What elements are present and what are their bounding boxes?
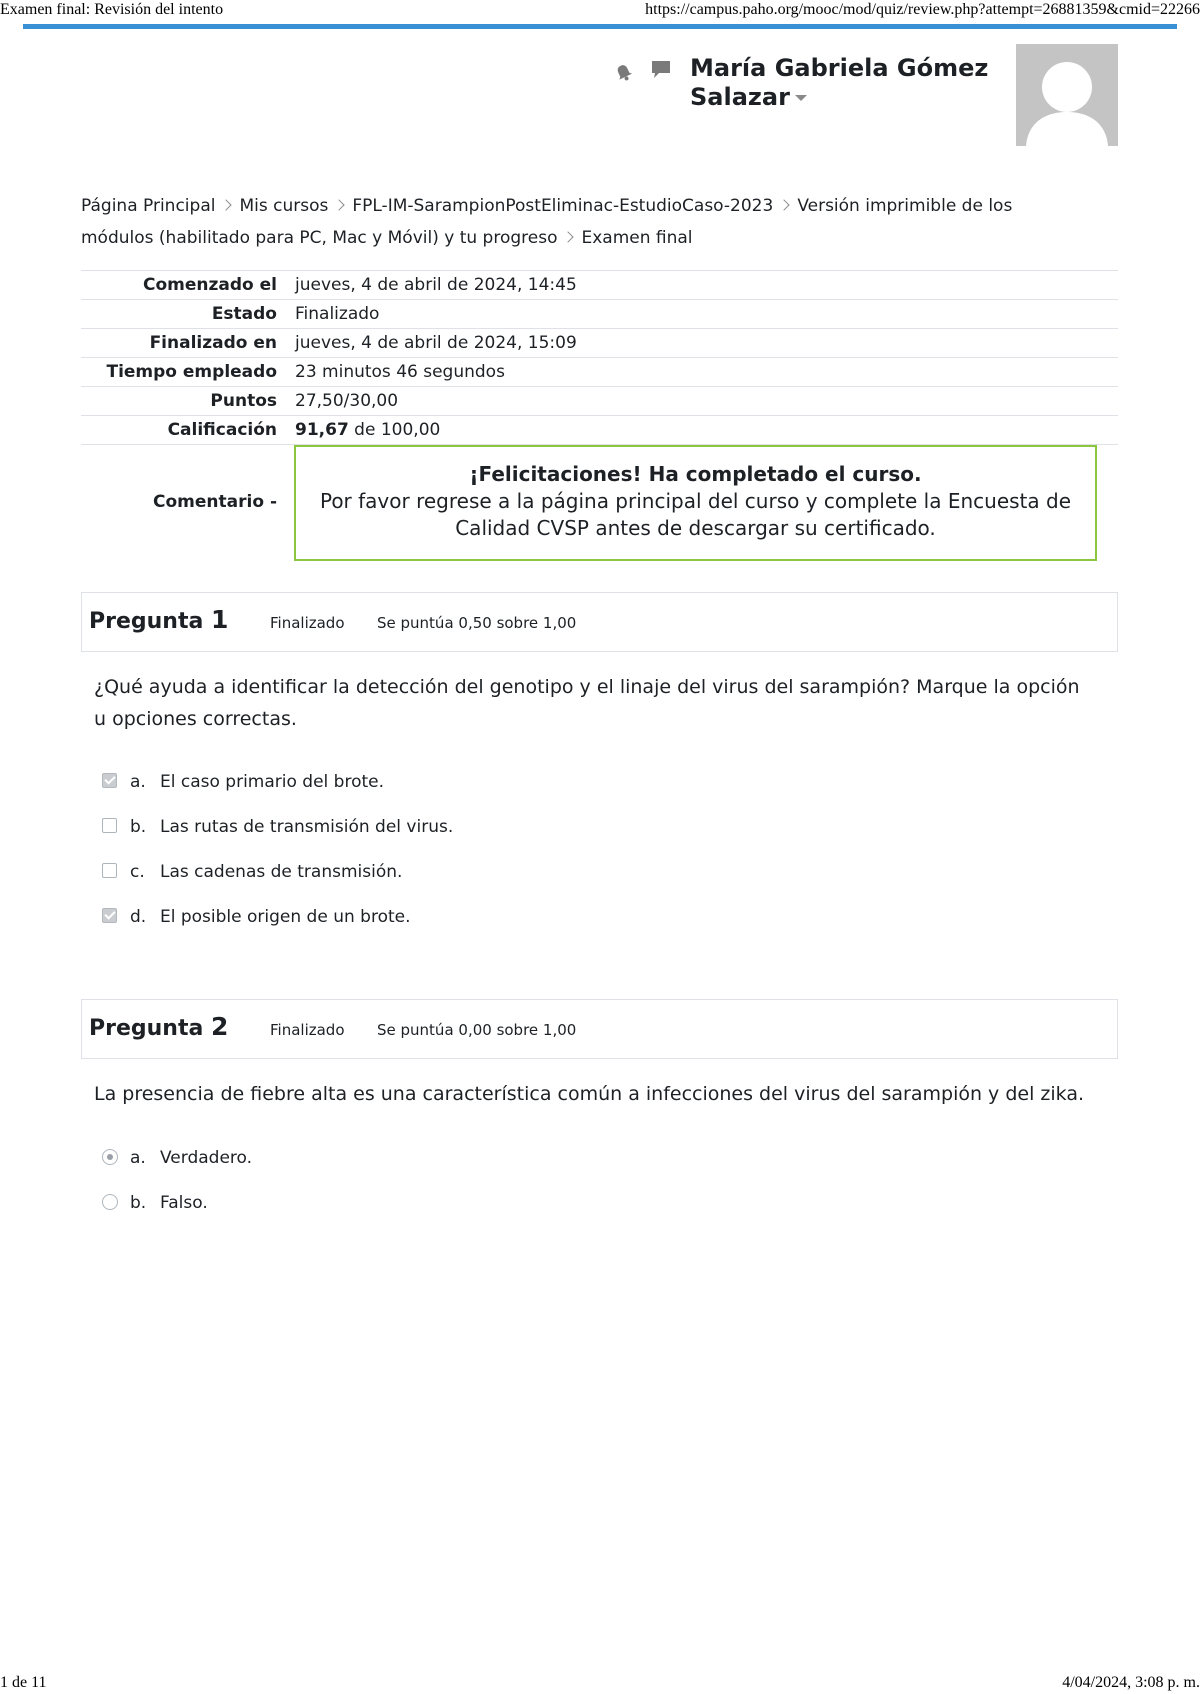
answer-letter: b.	[130, 1193, 147, 1213]
print-page-number: 1 de 11	[0, 1674, 47, 1691]
question-1-text: ¿Qué ayuda a identificar la detección del genotipo y el linaje del virus del sarampión? Marque la opción u opciones correctas.	[94, 676, 1080, 730]
chat-icon[interactable]	[650, 59, 672, 81]
question-number: 1	[211, 605, 229, 634]
question-grade: Se puntúa 0,50 sobre 1,00	[377, 614, 577, 632]
summary-value: 27,50/30,00	[295, 387, 1118, 416]
summary-label: Tiempo empleado	[81, 358, 295, 387]
answer-text: Falso.	[160, 1193, 208, 1213]
caret-down-icon	[795, 95, 807, 101]
user-name[interactable]	[690, 54, 990, 112]
avatar[interactable]	[1016, 44, 1118, 146]
question-state: Finalizado	[270, 1021, 345, 1039]
summary-value: Finalizado	[295, 300, 1118, 329]
answer-text: Las rutas de transmisión del virus.	[160, 817, 454, 837]
checkbox-unchecked[interactable]	[102, 818, 117, 833]
question-2-text: La presencia de fiebre alta es una característica común a infecciones del virus del sarampión y del zika.	[94, 1083, 1085, 1105]
feedback-title: ¡Felicitaciones! Ha completado el curso.	[469, 462, 922, 486]
summary-row-grade	[81, 416, 1118, 445]
feedback-body: Por favor regrese a la página principal del curso y complete la Encuesta de Calidad CVSP antes de descargar su certificado.	[319, 489, 1072, 540]
user-name-first-line: María Gabriela Gómez	[690, 54, 989, 82]
radio-selected[interactable]	[102, 1149, 118, 1165]
breadcrumb-course[interactable]: FPL-IM-SarampionPostEliminac-EstudioCaso-2023	[352, 196, 774, 216]
summary-row-started	[81, 271, 1118, 300]
summary-row-time-taken	[81, 358, 1118, 387]
breadcrumb-home[interactable]: Página Principal	[81, 196, 216, 216]
grade-score: 91,67	[295, 420, 349, 440]
question-title	[89, 1012, 228, 1041]
answer-text: El caso primario del brote.	[160, 772, 385, 792]
bell-icon[interactable]	[613, 62, 635, 84]
radio-unselected[interactable]	[102, 1194, 118, 1210]
answer-text: Verdadero.	[160, 1148, 253, 1168]
summary-row-state	[81, 300, 1118, 329]
answer-letter: a.	[130, 1148, 146, 1168]
checkbox-unchecked[interactable]	[102, 863, 117, 878]
summary-label: Calificación	[81, 416, 295, 445]
summary-value: jueves, 4 de abril de 2024, 15:09	[295, 329, 1118, 358]
summary-label: Finalizado en	[81, 329, 295, 358]
question-number: 2	[211, 1012, 229, 1041]
question-2-header	[81, 999, 1118, 1059]
summary-value	[295, 416, 1118, 445]
summary-label: Puntos	[81, 387, 295, 416]
print-datetime: 4/04/2024, 3:08 p. m.	[1062, 1674, 1200, 1691]
answer-text: El posible origen de un brote.	[160, 907, 411, 927]
summary-label: Comenzado el	[81, 271, 295, 300]
summary-value: 23 minutos 46 segundos	[295, 358, 1118, 387]
chevron-right-icon	[334, 199, 345, 210]
chevron-right-icon	[563, 231, 574, 242]
grade-out-of: de 100,00	[348, 420, 441, 440]
answer-letter: c.	[130, 862, 145, 882]
answer-text: Las cadenas de transmisión.	[160, 862, 403, 882]
question-title	[89, 605, 228, 634]
summary-row-completed	[81, 329, 1118, 358]
summary-label: Estado	[81, 300, 295, 329]
overall-feedback-box	[294, 445, 1097, 561]
checkbox-checked[interactable]	[102, 908, 117, 923]
answer-letter: b.	[130, 817, 147, 837]
question-state: Finalizado	[270, 614, 345, 632]
print-page-url: https://campus.paho.org/mooc/mod/quiz/review.php?attempt=26881359&cmid=22266	[645, 1, 1200, 18]
breadcrumb-final-exam[interactable]: Examen final	[581, 228, 693, 248]
print-header	[0, 0, 1200, 22]
chevron-right-icon	[779, 199, 790, 210]
print-footer	[0, 1670, 1200, 1694]
question-title-word: Pregunta	[89, 1016, 204, 1041]
user-menu	[600, 44, 1120, 154]
avatar-icon	[1016, 44, 1118, 146]
answer-letter: d.	[130, 907, 147, 927]
checkbox-checked[interactable]	[102, 773, 117, 788]
summary-row-marks	[81, 387, 1118, 416]
breadcrumb-printable-version[interactable]: Versión imprimible de los módulos (habilitado para PC, Mac y Móvil) y tu progreso	[81, 196, 1013, 248]
print-page-title: Examen final: Revisión del intento	[0, 1, 224, 18]
comment-label: Comentario -	[153, 492, 277, 512]
attempt-summary-table	[81, 270, 1118, 445]
user-name-second-line: Salazar	[690, 83, 790, 111]
chevron-right-icon	[221, 199, 232, 210]
answer-letter: a.	[130, 772, 146, 792]
breadcrumb	[81, 190, 1081, 254]
summary-value: jueves, 4 de abril de 2024, 14:45	[295, 271, 1118, 300]
breadcrumb-my-courses[interactable]: Mis cursos	[239, 196, 329, 216]
navbar-accent-bar	[23, 24, 1177, 29]
question-grade: Se puntúa 0,00 sobre 1,00	[377, 1021, 577, 1039]
question-title-word: Pregunta	[89, 609, 204, 634]
question-1-header	[81, 592, 1118, 652]
